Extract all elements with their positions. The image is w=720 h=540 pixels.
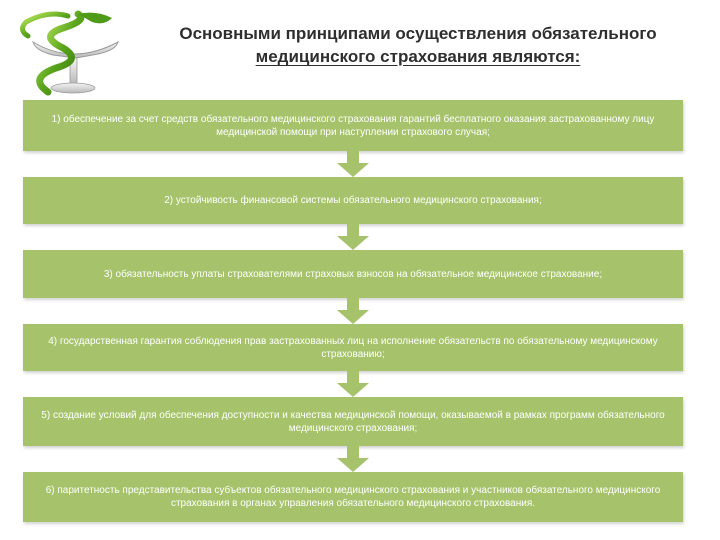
principle-text-5: 5) создание условий для обеспечения доступности и качества медицинской помощи, оказываемой в рамках программ обязательного медицинского страхования; [41,409,665,434]
principle-text-6: 6) паритетность представительства субъектов обязательного медицинского страхования и участников обязательного медицинского страхования в органах управления обязательного медицинского страхования. [45,485,661,509]
down-arrow-icon [335,224,371,250]
principle-box-5 [23,397,683,446]
principle-text-1: 1) обеспечение за счет средств обязательного медицинского страхования гарантий бесплатного оказания застрахованному лицу медицинской помощи при наступлении страхового случая; [51,113,655,138]
down-arrow-icon [335,446,371,472]
principle-box-3 [23,250,683,298]
principle-box-1 [23,100,683,151]
principle-text-3: 3) обязательность уплаты страхователями страховых взносов на обязательное медицинское страхование; [103,268,603,280]
down-arrow-icon [335,151,371,177]
principle-text-2: 2) устойчивость финансовой системы обязательного медицинского страхования; [164,195,542,206]
principle-box-6 [23,472,683,522]
title-line-2: медицинского страхования являются: [255,47,581,66]
down-arrow-icon [335,371,371,397]
principle-text-4: 4) государственная гарантия соблюдения прав застрахованных лиц на исполнение обязательств по обязательному медицинскому страхованию; [48,335,658,360]
page-title [118,22,718,68]
down-arrow-icon [335,298,371,324]
principle-box-4 [23,324,683,371]
principles-flowchart [23,100,683,522]
title-line-1: Основными принципами осуществления обязательного [179,24,657,43]
principle-box-2 [23,177,683,224]
